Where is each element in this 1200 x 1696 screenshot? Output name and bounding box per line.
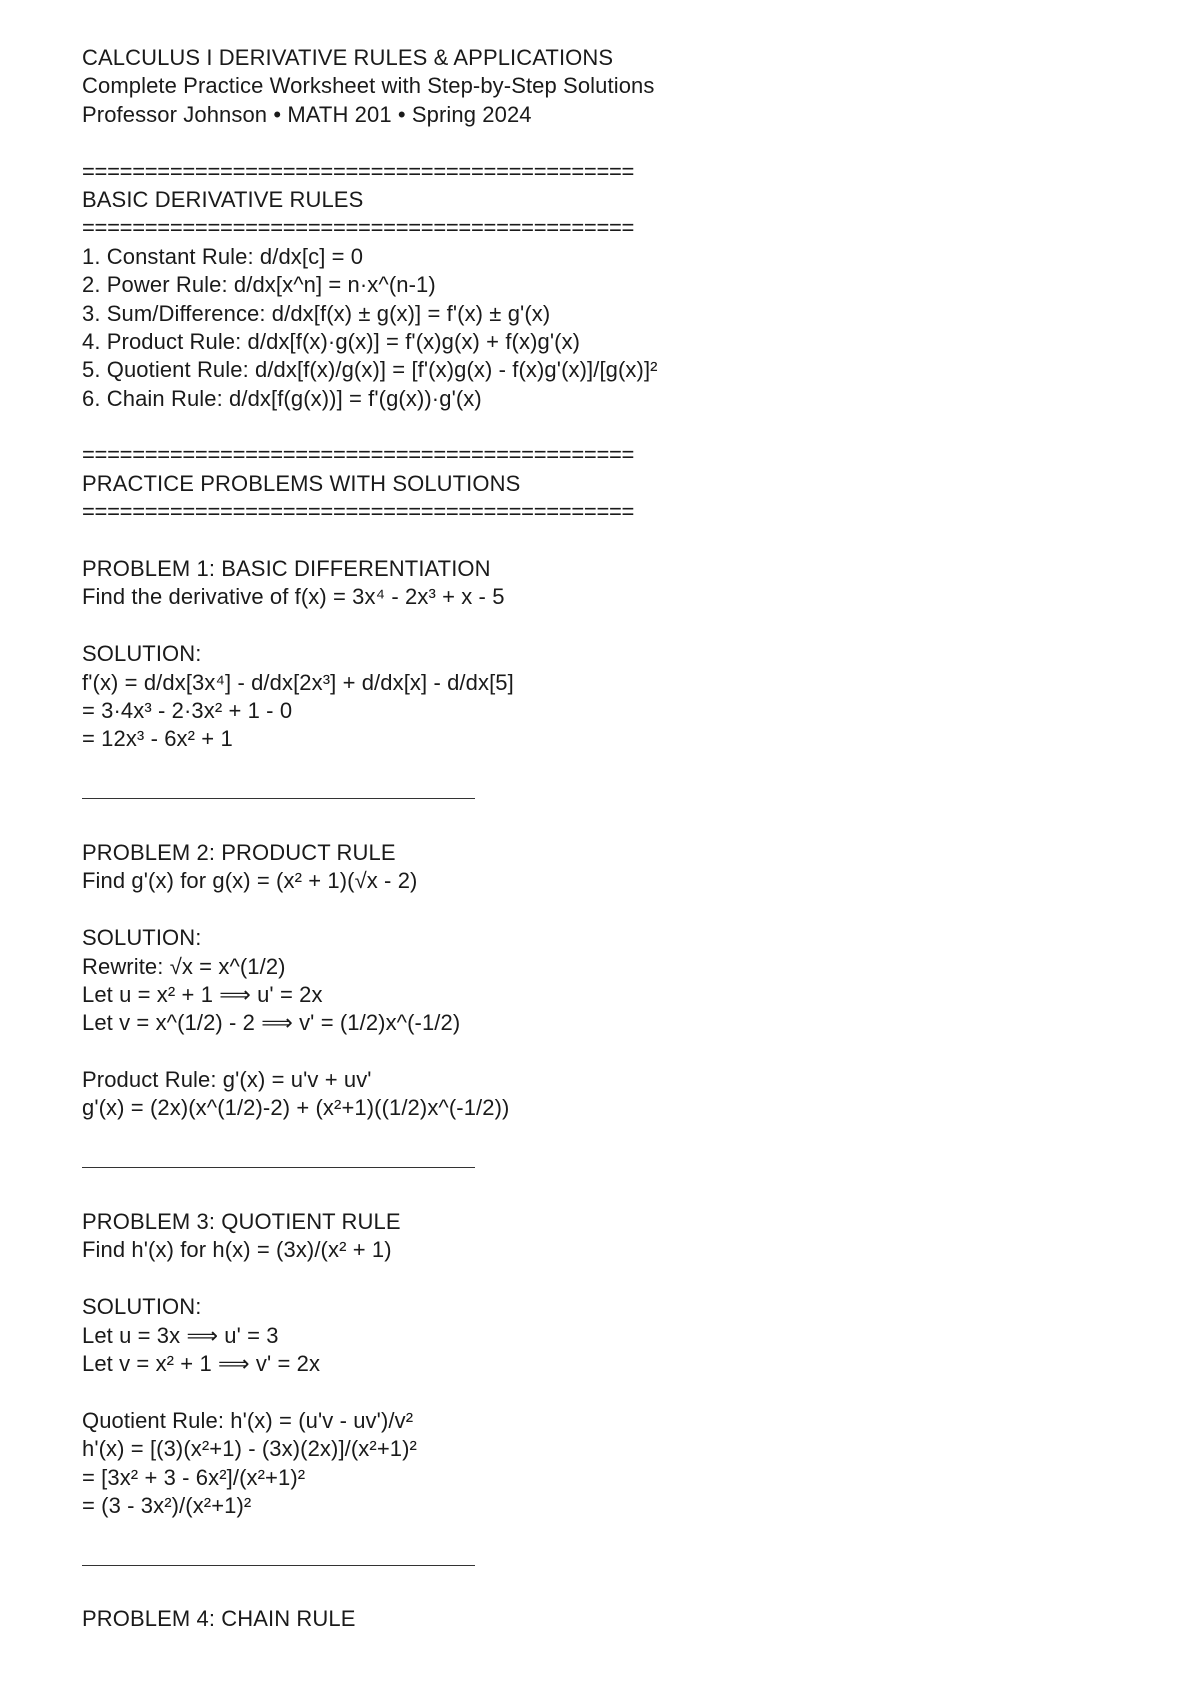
separator-line: ============================================ xyxy=(82,442,635,468)
problem-title: PROBLEM 1: BASIC DIFFERENTIATION xyxy=(82,556,491,582)
spacer xyxy=(82,896,1142,924)
problem-prompt: Find g'(x) for g(x) = (x² + 1)(√x - 2) xyxy=(82,868,418,894)
problem-prompt: Find the derivative of f(x) = 3x⁴ - 2x³ + x - 5 xyxy=(82,584,505,610)
spacer xyxy=(82,129,1142,157)
worksheet-title: CALCULUS I DERIVATIVE RULES & APPLICATIONS xyxy=(82,45,614,70)
solution-step: = (3 - 3x²)/(x²+1)² xyxy=(82,1492,252,1518)
spacer xyxy=(82,754,1142,782)
separator-line: ============================================ xyxy=(82,499,635,525)
rule-item: 6. Chain Rule: d/dx[f(g(x))] = f'(g(x))·g'(x) xyxy=(82,385,482,411)
spacer xyxy=(82,413,1142,441)
solution-step: Quotient Rule: h'(x) = (u'v - uv')/v² xyxy=(82,1407,414,1433)
spacer xyxy=(82,1520,1142,1548)
problem-title: PROBLEM 2: PRODUCT RULE xyxy=(82,839,396,865)
rule-item: 5. Quotient Rule: d/dx[f(x)/g(x)] = [f'(x)g(x) - f(x)g'(x)]/[g(x)]² xyxy=(82,357,658,383)
solution-step: = [3x² + 3 - 6x²]/(x²+1)² xyxy=(82,1464,306,1490)
solution-label: SOLUTION: xyxy=(82,641,202,667)
spacer xyxy=(82,612,1142,640)
solution-step: Let v = x² + 1 ⟹ v' = 2x xyxy=(82,1350,321,1376)
spacer xyxy=(82,527,1142,555)
section-heading-rules: BASIC DERIVATIVE RULES xyxy=(82,186,364,212)
solution-label: SOLUTION: xyxy=(82,1294,202,1320)
spacer xyxy=(82,1038,1142,1066)
spacer xyxy=(82,1123,1142,1151)
separator-line: ============================================ xyxy=(82,215,635,241)
problem-title: PROBLEM 4: CHAIN RULE xyxy=(82,1606,356,1632)
separator-line: ============================================ xyxy=(82,158,635,184)
problem-divider xyxy=(82,1151,1142,1179)
rule-item: 2. Power Rule: d/dx[x^n] = n·x^(n-1) xyxy=(82,272,436,298)
problem-prompt: Find h'(x) for h(x) = (3x)/(x² + 1) xyxy=(82,1237,392,1263)
rule-item: 1. Constant Rule: d/dx[c] = 0 xyxy=(82,243,364,269)
solution-step: Let v = x^(1/2) - 2 ⟹ v' = (1/2)x^(-1/2) xyxy=(82,1010,461,1036)
spacer xyxy=(82,1378,1142,1406)
spacer xyxy=(82,811,1142,839)
spacer xyxy=(82,1265,1142,1293)
spacer xyxy=(82,1180,1142,1208)
solution-step: = 12x³ - 6x² + 1 xyxy=(82,726,233,752)
worksheet-subtitle: Complete Practice Worksheet with Step-by-Step Solutions xyxy=(82,73,655,99)
problem-divider xyxy=(82,1549,1142,1577)
problem-divider xyxy=(82,782,1142,810)
solution-step: Product Rule: g'(x) = u'v + uv' xyxy=(82,1067,372,1093)
section-heading-practice: PRACTICE PROBLEMS WITH SOLUTIONS xyxy=(82,470,521,496)
solution-step: Let u = 3x ⟹ u' = 3 xyxy=(82,1322,279,1348)
solution-step: Let u = x² + 1 ⟹ u' = 2x xyxy=(82,981,323,1007)
solution-step: Rewrite: √x = x^(1/2) xyxy=(82,953,286,979)
solution-step: h'(x) = [(3)(x²+1) - (3x)(2x)]/(x²+1)² xyxy=(82,1436,417,1462)
solution-step: = 3·4x³ - 2·3x² + 1 - 0 xyxy=(82,697,293,723)
solution-step: f'(x) = d/dx[3x⁴] - d/dx[2x³] + d/dx[x] - d/dx[5] xyxy=(82,669,514,695)
rule-item: 3. Sum/Difference: d/dx[f(x) ± g(x)] = f'(x) ± g'(x) xyxy=(82,300,551,326)
problem-title: PROBLEM 3: QUOTIENT RULE xyxy=(82,1209,401,1235)
solution-step: g'(x) = (2x)(x^(1/2)-2) + (x²+1)((1/2)x^(-1/2)) xyxy=(82,1095,510,1121)
worksheet-page xyxy=(82,44,1142,1634)
rule-item: 4. Product Rule: d/dx[f(x)·g(x)] = f'(x)g(x) + f(x)g'(x) xyxy=(82,328,581,354)
course-info: Professor Johnson • MATH 201 • Spring 2024 xyxy=(82,101,532,127)
spacer xyxy=(82,1577,1142,1605)
solution-label: SOLUTION: xyxy=(82,925,202,951)
